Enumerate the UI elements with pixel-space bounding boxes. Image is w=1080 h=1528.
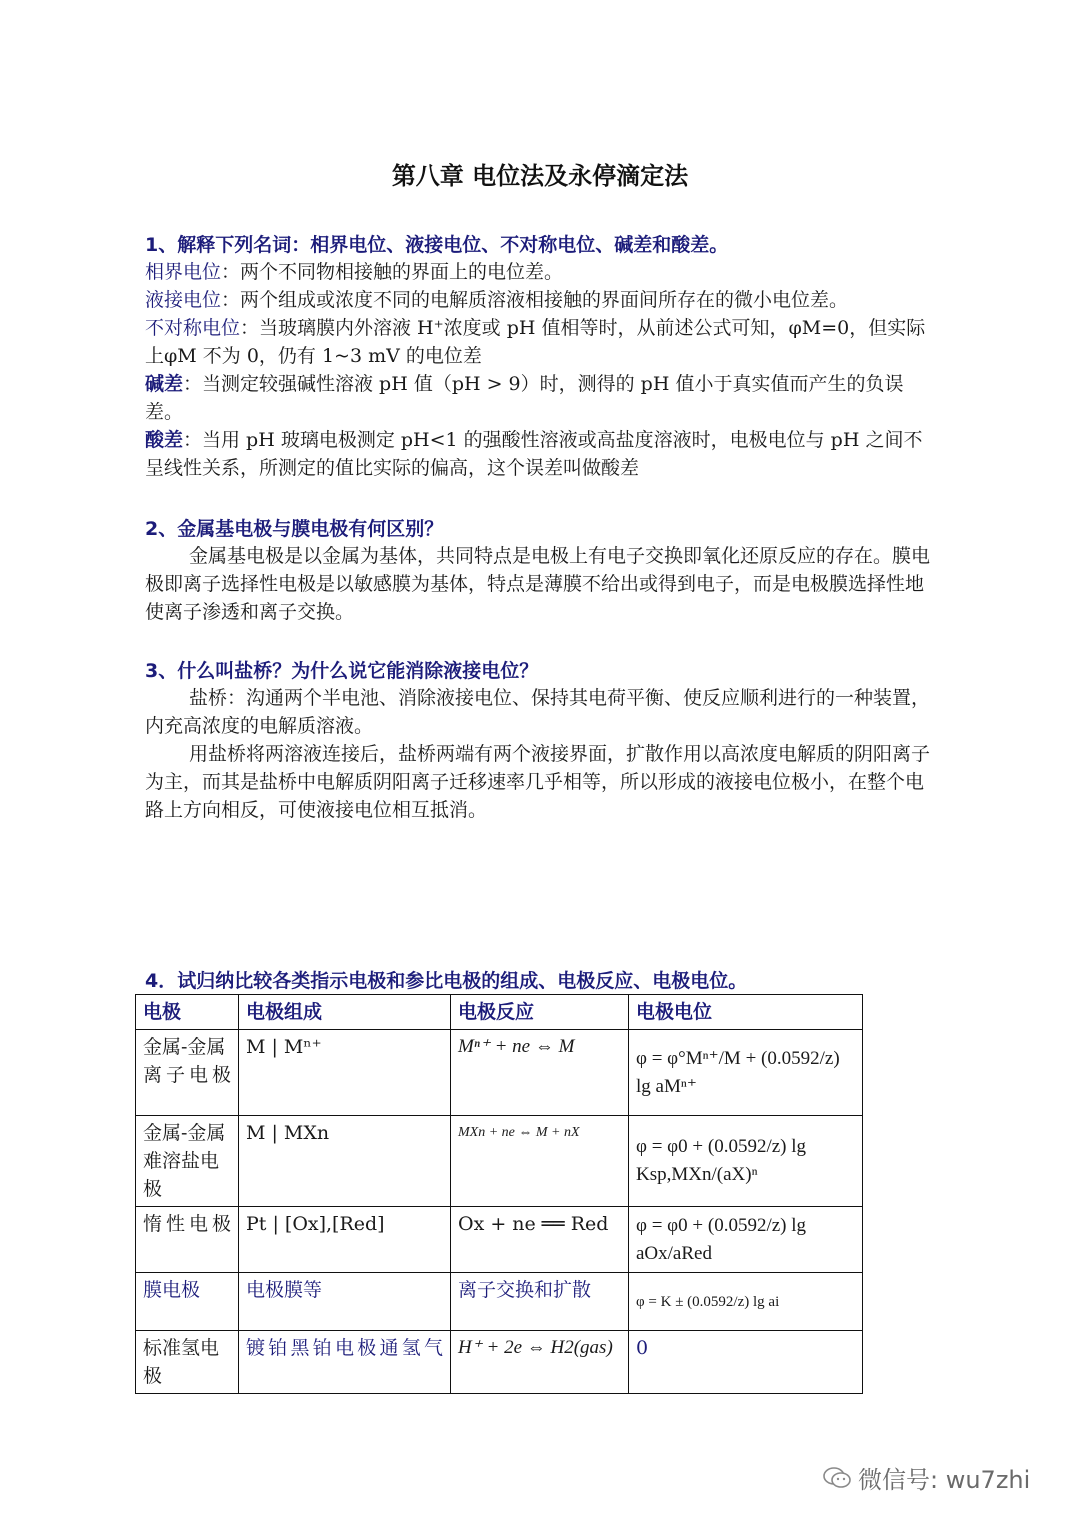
definition-item [145, 258, 940, 286]
definition-term: 碱差 [145, 373, 184, 395]
q3-answer-2: 用盐桥将两溶液连接后，盐桥两端有两个液接界面，扩散作用以高浓度电解质的阴阳离子为主，而其是盐桥中电解质阴阳离子迁移速率几乎相等，所以形成的液接电位极小，在整个电路上方向相反，可使液接电位相互抵消。 [145, 743, 931, 821]
electrode-composition: M | Mⁿ⁺ [239, 1030, 451, 1116]
electrode-name: 标准氢电极 [136, 1331, 239, 1394]
electrode-reaction: Ox + ne ══ Red [451, 1207, 629, 1273]
definition-text: ：两个不同物相接触的界面上的电位差。 [221, 261, 564, 283]
table-row [136, 1331, 863, 1394]
wechat-icon [822, 1465, 852, 1491]
table-row [136, 1207, 863, 1273]
q2-heading: 2、金属基电极与膜电极有何区别？ [145, 518, 444, 540]
q3-answer-1: 盐桥：沟通两个半电池、消除液接电位、保持其电荷平衡、使反应顺利进行的一种装置，内充高浓度的电解质溶液。 [145, 687, 931, 737]
table-row [136, 1273, 863, 1331]
electrode-table [135, 994, 863, 1394]
page-title: 第八章 电位法及永停滴定法 [391, 162, 689, 190]
definition-item [145, 286, 940, 314]
electrode-composition: Pt | [Ox],[Red] [239, 1207, 451, 1273]
electrode-potential: φ = φ°Mⁿ⁺/M + (0.0592/z) lg aMⁿ⁺ [629, 1030, 863, 1116]
definition-term: 不对称电位 [145, 317, 241, 339]
electrode-potential: φ = K ± (0.0592/z) lg ai [629, 1273, 863, 1331]
electrode-composition: M | MXn [239, 1116, 451, 1207]
table-row [136, 1030, 863, 1116]
watermark-text: 微信号: wu7zhi [858, 1466, 1031, 1494]
electrode-composition: 电极膜等 [239, 1273, 451, 1331]
q4-heading: 4．试归纳比较各类指示电极和参比电极的组成、电极反应、电极电位。 [145, 970, 748, 992]
electrode-potential: 0 [629, 1331, 863, 1394]
header-composition: 电极组成 [239, 995, 451, 1030]
electrode-composition: 镀铂黑铂电极通氢气 [239, 1331, 451, 1394]
q1-definitions [145, 258, 940, 482]
electrode-name: 金属-金属难溶盐电极 [136, 1116, 239, 1207]
definition-term: 酸差 [145, 429, 184, 451]
electrode-potential: φ = φ0 + (0.0592/z) lg aOx/aRed [629, 1207, 863, 1273]
definition-term: 相界电位 [145, 261, 222, 283]
q2-answer: 金属基电极是以金属为基体，共同特点是电极上有电子交换即氧化还原反应的存在。膜电极即离子选择性电极是以敏感膜为基体，特点是薄膜不给出或得到电子，而是电极膜选择性地使离子渗透和离子交换。 [145, 545, 931, 623]
definition-term: 液接电位 [145, 289, 222, 311]
electrode-reaction: H⁺ + 2e ⇔ H2(gas) [451, 1331, 629, 1394]
definition-text: ：两个组成或浓度不同的电解质溶液相接触的界面间所存在的微小电位差。 [221, 289, 849, 311]
q1-heading: 1、解释下列名词：相界电位、液接电位、不对称电位、碱差和酸差。 [145, 234, 729, 256]
definition-text: ：当用 pH 玻璃电极测定 pH<1 的强酸性溶液或高盐度溶液时，电极电位与 pH 之间不呈线性关系，所测定的值比实际的偏高，这个误差叫做酸差 [145, 429, 923, 479]
definition-text: ：当玻璃膜内外溶液 H⁺浓度或 pH 值相等时，从前述公式可知，φM=0，但实际上φM 不为 0，仍有 1~3 mV 的电位差 [145, 317, 926, 367]
definition-item [145, 370, 940, 426]
electrode-name: 膜电极 [136, 1273, 239, 1331]
electrode-potential: φ = φ0 + (0.0592/z) lg Ksp,MXn/(aX)ⁿ [629, 1116, 863, 1207]
q3-heading: 3、什么叫盐桥？为什么说它能消除液接电位？ [145, 660, 539, 682]
table-row [136, 1116, 863, 1207]
electrode-reaction: Mⁿ⁺ + ne ⇔ M [451, 1030, 629, 1116]
header-reaction: 电极反应 [451, 995, 629, 1030]
definition-item [145, 314, 940, 370]
electrode-reaction: 离子交换和扩散 [451, 1273, 629, 1331]
electrode-name: 金属-金属离子电极 [136, 1030, 239, 1116]
definition-text: ：当测定较强碱性溶液 pH 值（pH > 9）时，测得的 pH 值小于真实值而产生的负误差。 [145, 373, 904, 423]
header-electrode: 电极 [136, 995, 239, 1030]
watermark [822, 1460, 1030, 1495]
header-potential: 电极电位 [629, 995, 863, 1030]
electrode-name: 惰性电极 [136, 1207, 239, 1273]
table-header-row [136, 995, 863, 1030]
definition-item [145, 426, 940, 482]
electrode-reaction: MXn + ne ⇔ M + nX [451, 1116, 629, 1207]
